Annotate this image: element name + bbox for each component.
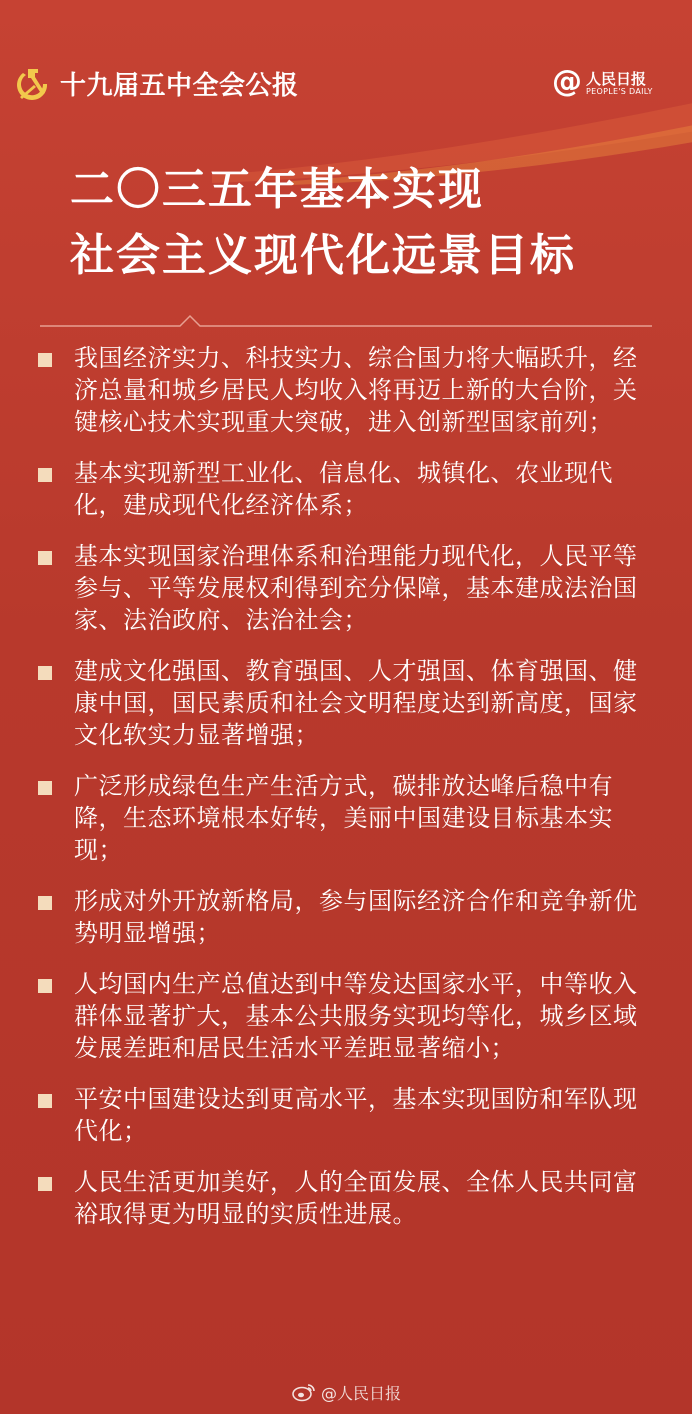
list-item xyxy=(38,968,658,1064)
divider xyxy=(40,312,652,330)
header-title: 十九届五中全会公报 xyxy=(60,70,299,101)
bullet-icon xyxy=(38,1094,52,1108)
list-item xyxy=(38,770,658,866)
list-item xyxy=(38,885,658,949)
list-item-text: 建成文化强国、教育强国、人才强国、体育强国、健康中国，国民素质和社会文明程度达到新高度，国家文化软实力显著增强； xyxy=(74,657,638,749)
goal-list xyxy=(38,342,658,1249)
bullet-icon xyxy=(38,551,52,565)
list-item xyxy=(38,540,658,636)
weibo-icon xyxy=(291,1382,317,1402)
brand-name: 人民日报 xyxy=(586,70,647,88)
list-item xyxy=(38,1083,658,1147)
page-title xyxy=(70,165,670,297)
bullet-icon xyxy=(38,353,52,367)
watermark xyxy=(0,1378,692,1406)
list-item-text: 人均国内生产总值达到中等发达国家水平，中等收入群体显著扩大，基本公共服务实现均等化，城乡区域发展差距和居民生活水平差距显著缩小； xyxy=(74,970,638,1062)
bullet-icon xyxy=(38,781,52,795)
list-item-text: 广泛形成绿色生产生活方式，碳排放达峰后稳中有降，生态环境根本好转，美丽中国建设目标基本实现； xyxy=(74,772,613,864)
list-item-text: 人民生活更加美好，人的全面发展、全体人民共同富裕取得更为明显的实质性进展。 xyxy=(74,1168,638,1228)
party-emblem-icon xyxy=(14,63,54,103)
list-item xyxy=(38,655,658,751)
list-item xyxy=(38,342,658,438)
bullet-icon xyxy=(38,666,52,680)
list-item xyxy=(38,457,658,521)
list-item-text: 基本实现国家治理体系和治理能力现代化，人民平等参与、平等发展权利得到充分保障，基本建成法治国家、法治政府、法治社会； xyxy=(74,542,638,634)
list-item-text: 平安中国建设达到更高水平，基本实现国防和军队现代化； xyxy=(74,1085,638,1145)
watermark-text: @人民日报 xyxy=(320,1383,401,1403)
list-item-text: 基本实现新型工业化、信息化、城镇化、农业现代化，建成现代化经济体系； xyxy=(74,459,613,519)
at-icon: @ xyxy=(552,64,582,99)
bullet-icon xyxy=(38,979,52,993)
list-item-text: 形成对外开放新格局，参与国际经济合作和竞争新优势明显增强； xyxy=(74,887,638,947)
brand-english: PEOPLE'S DAILY xyxy=(586,87,653,96)
header xyxy=(14,60,299,106)
bullet-icon xyxy=(38,1177,52,1191)
brand-logo xyxy=(552,66,682,106)
title-line-1: 二〇三五年基本实现 xyxy=(70,164,484,215)
list-item xyxy=(38,1166,658,1230)
bullet-icon xyxy=(38,468,52,482)
list-item-text: 我国经济实力、科技实力、综合国力将大幅跃升，经济总量和城乡居民人均收入将再迈上新的大台阶，关键核心技术实现重大突破，进入创新型国家前列； xyxy=(74,344,638,436)
title-line-2: 社会主义现代化远景目标 xyxy=(70,230,576,281)
bullet-icon xyxy=(38,896,52,910)
